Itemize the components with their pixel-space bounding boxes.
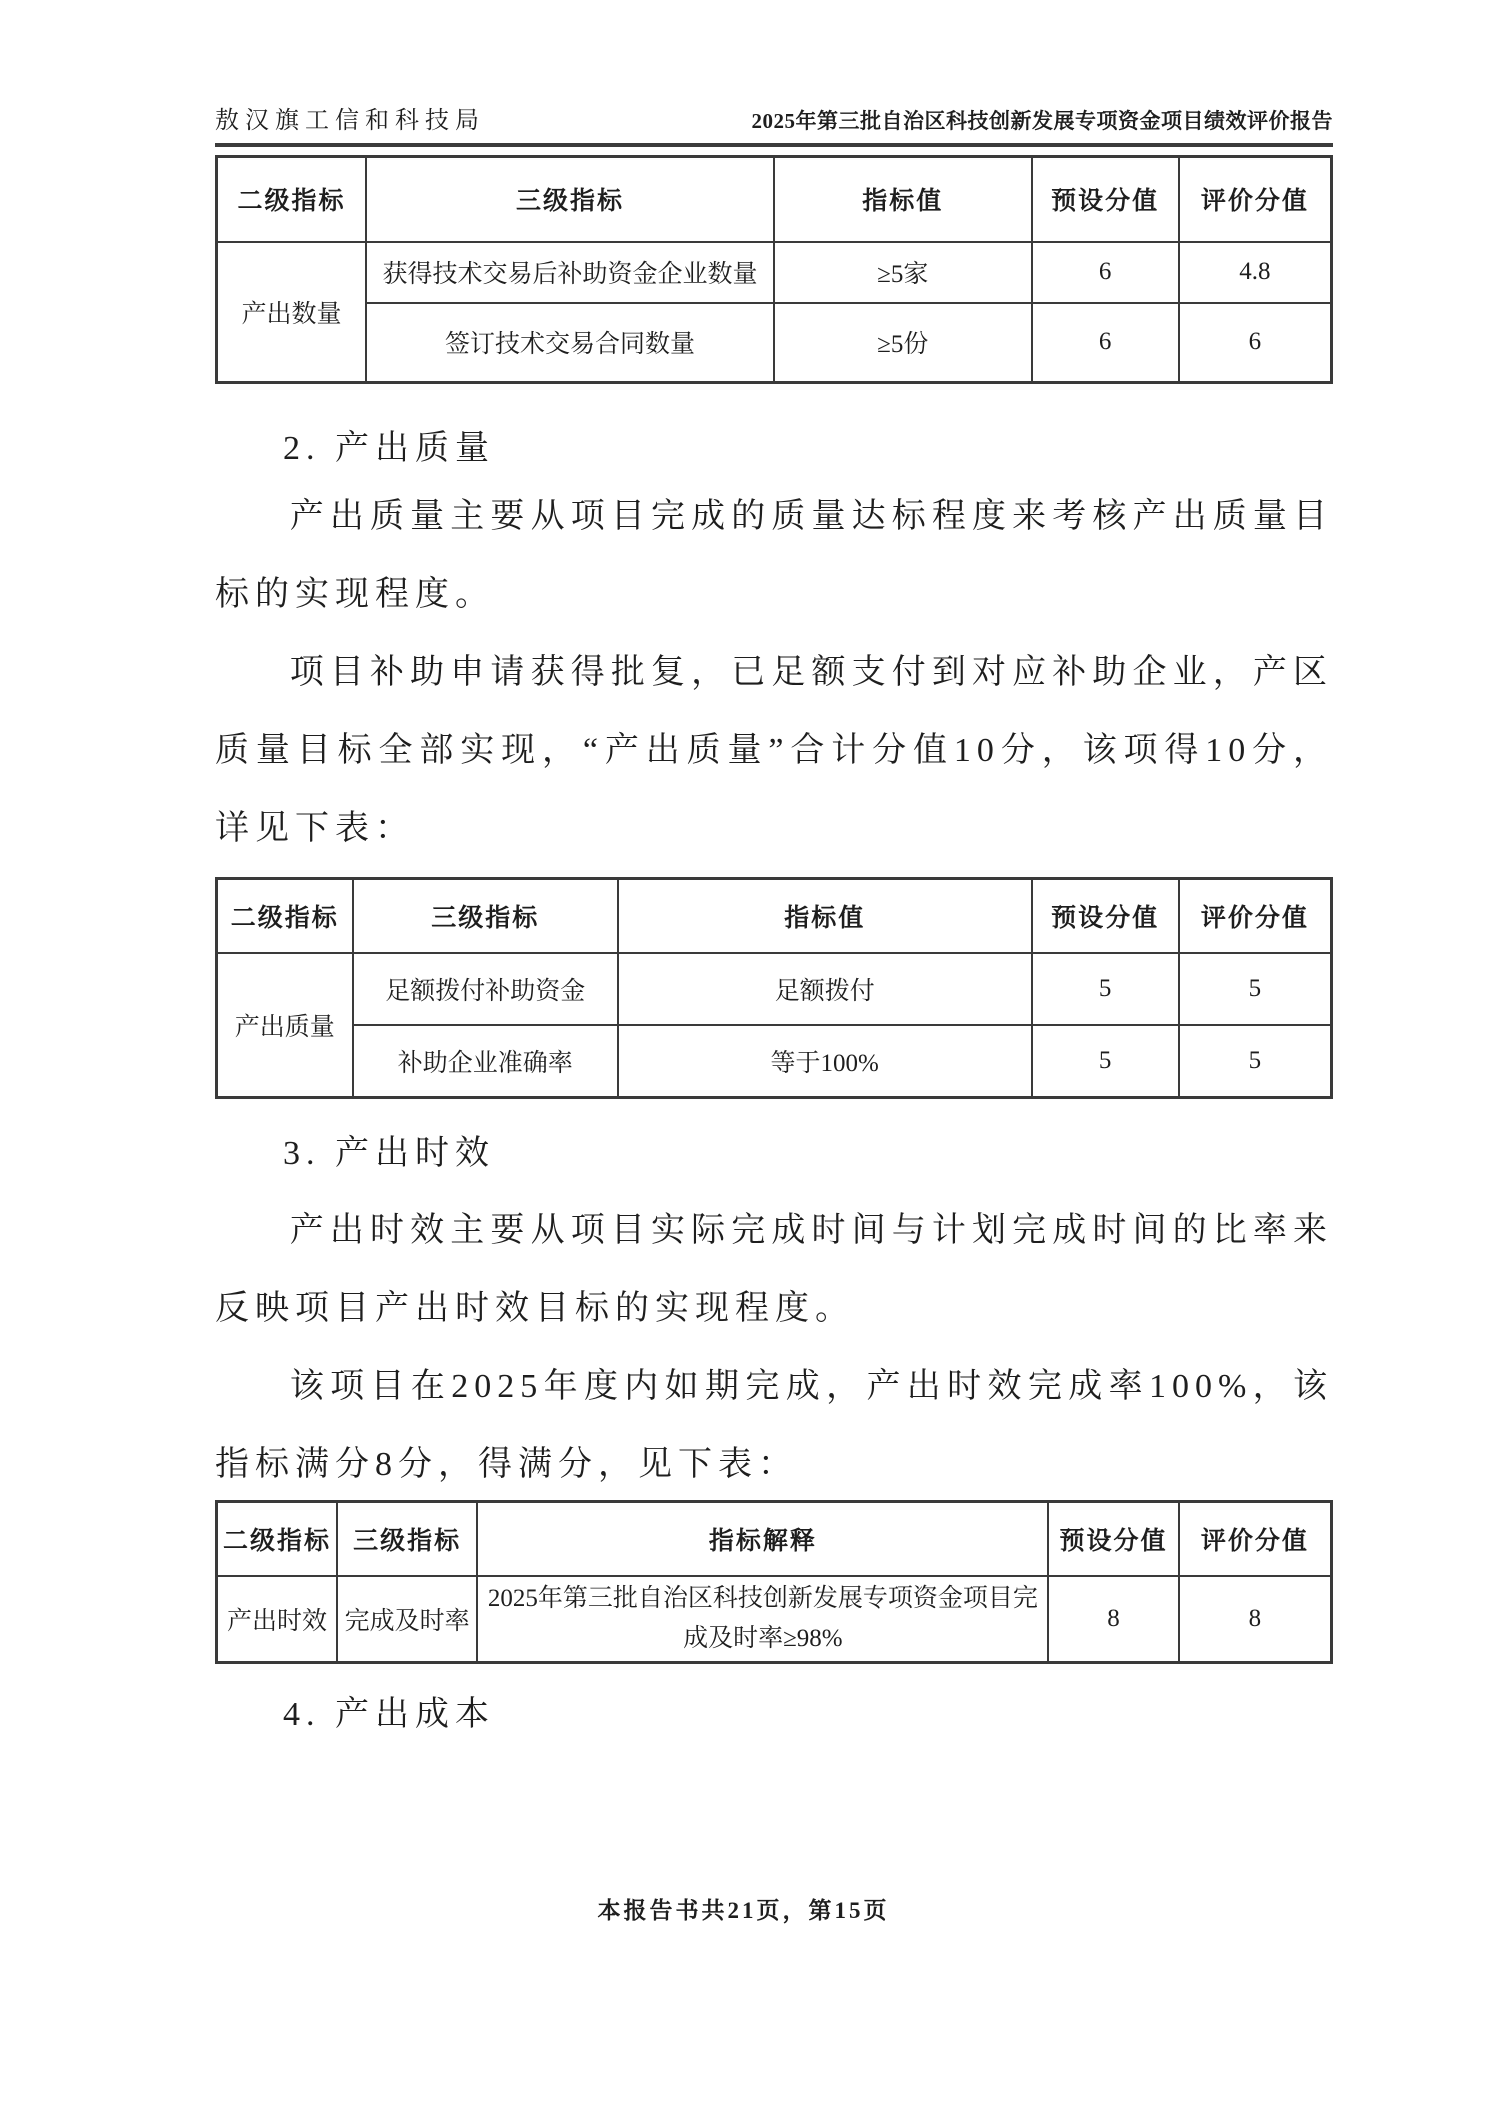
page-header <box>215 0 1333 147</box>
col-header-value: 指标值 <box>618 879 1032 953</box>
preset-cell: 5 <box>1032 953 1179 1025</box>
preset-cell: 6 <box>1032 242 1179 303</box>
table-row <box>217 242 1332 303</box>
explanation-cell: 2025年第三批自治区科技创新发展专项资金项目完成及时率≥98% <box>477 1576 1048 1663</box>
group-cell: 产出质量 <box>217 953 353 1098</box>
indicator-cell: 获得技术交易后补助资金企业数量 <box>366 242 774 303</box>
score-cell: 8 <box>1179 1576 1332 1663</box>
header-report-title: 2025年第三批自治区科技创新发展专项资金项目绩效评价报告 <box>751 109 1333 133</box>
col-header-preset: 预设分值 <box>1048 1502 1178 1576</box>
group-cell: 产出时效 <box>217 1576 337 1663</box>
col-header-preset: 预设分值 <box>1032 157 1179 242</box>
table-row <box>217 303 1332 383</box>
col-header-level2: 二级指标 <box>217 157 366 242</box>
output-quality-table <box>215 877 1333 1099</box>
table-row <box>217 1576 1332 1663</box>
table-header-row <box>217 1502 1332 1576</box>
preset-cell: 8 <box>1048 1576 1178 1663</box>
preset-cell: 5 <box>1032 1025 1179 1098</box>
header-agency-name: 敖汉旗工信和科技局 <box>215 108 485 134</box>
score-cell: 5 <box>1179 1025 1332 1098</box>
section-heading-output-quality: 2. 产出质量 <box>283 430 495 467</box>
page-footer: 本报告书共21页，第15页 <box>597 1898 890 1923</box>
col-header-level3: 三级指标 <box>353 879 618 953</box>
value-cell: 等于100% <box>618 1025 1032 1098</box>
table-header-row <box>217 157 1332 242</box>
col-header-preset: 预设分值 <box>1032 879 1179 953</box>
table-row <box>217 1025 1332 1098</box>
paragraph: 项目补助申请获得批复，已足额支付到对应补助企业，产区质量目标全部实现，“产出质量”合计分值10分，该项得10分，详见下表： <box>215 654 1333 847</box>
indicator-cell: 签订技术交易合同数量 <box>366 303 774 383</box>
paragraph: 产出时效主要从项目实际完成时间与计划完成时间的比率来反映项目产出时效目标的实现程度。 <box>215 1212 1333 1327</box>
col-header-level2: 二级指标 <box>217 879 353 953</box>
col-header-score: 评价分值 <box>1179 1502 1332 1576</box>
score-cell: 6 <box>1179 303 1332 383</box>
table-row <box>217 953 1332 1025</box>
col-header-level3: 三级指标 <box>366 157 774 242</box>
col-header-level3: 三级指标 <box>337 1502 477 1576</box>
col-header-level2: 二级指标 <box>217 1502 337 1576</box>
indicator-cell: 足额拨付补助资金 <box>353 953 618 1025</box>
col-header-explanation: 指标解释 <box>477 1502 1048 1576</box>
preset-cell: 6 <box>1032 303 1179 383</box>
section-heading-output-timeliness: 3. 产出时效 <box>283 1135 495 1172</box>
indicator-cell: 补助企业准确率 <box>353 1025 618 1098</box>
report-page <box>215 0 1333 1744</box>
col-header-score: 评价分值 <box>1179 879 1332 953</box>
col-header-value: 指标值 <box>774 157 1032 242</box>
paragraph: 该项目在2025年度内如期完成，产出时效完成率100%，该指标满分8分，得满分，见下表： <box>215 1368 1333 1483</box>
section-heading-output-cost: 4. 产出成本 <box>283 1695 495 1733</box>
group-cell: 产出数量 <box>217 242 366 383</box>
value-cell: ≥5份 <box>774 303 1032 383</box>
score-cell: 5 <box>1179 953 1332 1025</box>
value-cell: ≥5家 <box>774 242 1032 303</box>
score-cell: 4.8 <box>1179 242 1332 303</box>
col-header-score: 评价分值 <box>1179 157 1332 242</box>
paragraph: 产出质量主要从项目完成的质量达标程度来考核产出质量目标的实现程度。 <box>215 498 1333 613</box>
output-quantity-table <box>215 155 1333 384</box>
output-timeliness-table <box>215 1500 1333 1664</box>
indicator-cell: 完成及时率 <box>337 1576 477 1663</box>
value-cell: 足额拨付 <box>618 953 1032 1025</box>
table-header-row <box>217 879 1332 953</box>
